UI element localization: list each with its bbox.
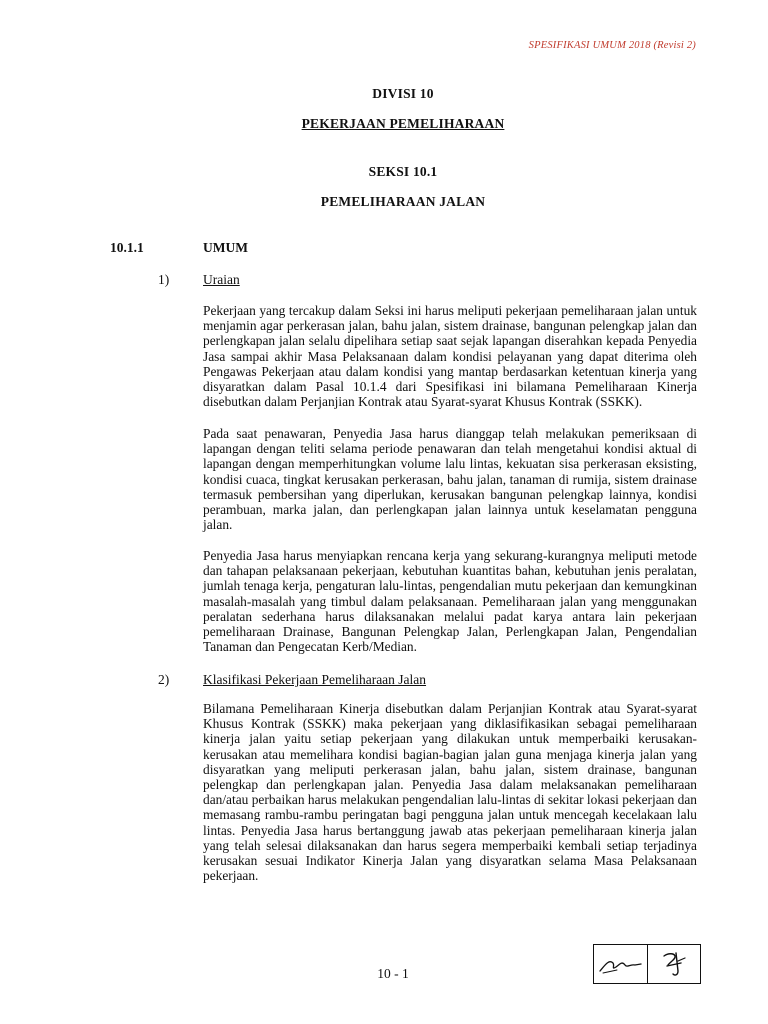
paragraph: Pekerjaan yang tercakup dalam Seksi ini harus meliputi pekerjaan pemeliharaan jalan untuk menjamin agar perkerasan jalan, bahu jalan, sistem drainase, bangunan pelengkap jalan dan perlengkapan jalan selalu dipelihara setiap saat sejak lapangan diserahkan kepada Penyedia Jasa sampai akhir Masa Pelaksanaan dalam kondisi pelayanan yang dapat diterima oleh Pengawas Pekerjaan atau dalam kondisi yang mantap berdasarkan ketentuan kinerja yang disyaratkan dalam Pasal 10.1.4 dari Spesifikasi ini bilamana Pemeliharaan Kinerja disebutkan dalam Perjanjian Kontrak atau Syarat-syarat Khusus Kontrak (SSKK). xyxy=(203,303,697,410)
initials-cell xyxy=(647,945,701,983)
division-name: PEKERJAAN PEMELIHARAAN xyxy=(301,116,505,131)
paragraph: Penyedia Jasa harus menyiapkan rencana kerja yang sekurang-kurangnya meliputi metode dan tahapan pelaksanaan pekerjaan, kebutuhan kuantitas bahan, kebutuhan jenis peralatan, jumlah tenaga kerja, pengaturan lalu-lintas, pengendalian mutu pekerjaan dan kemungkinan masalah-masalah yang timbul dalam pelaksanaan. Pemeliharaan jalan yang menggunakan peralatan sederhana harus dilaksanakan melalui padat karya antara lain pekerjaan pemeliharaan Drainase, Bangunan Pelengkap Jalan, Perlengkapan Jalan, Pengendalian Tanaman dan Pengecatan Kerb/Median. xyxy=(203,548,697,655)
signature-cell xyxy=(594,945,647,983)
subsection-number-2: 2) xyxy=(158,672,170,687)
section-title: SEKSI 10.1 xyxy=(368,164,438,179)
subsection-title-klasifikasi: Klasifikasi Pekerjaan Pemeliharaan Jalan xyxy=(203,672,427,687)
clause-title: UMUM xyxy=(203,240,248,255)
section-name: PEMELIHARAAN JALAN xyxy=(320,194,486,209)
subsection-title-uraian: Uraian xyxy=(203,272,240,287)
paragraph: Pada saat penawaran, Penyedia Jasa harus dianggap telah melakukan pemeriksaan di lapangan dengan teliti selama periode penawaran dan telah mengetahui kondisi aktual di lapangan dengan memperhitungkan volume lalu lintas, kekuatan sisa perkerasan eksisting, kondisi cuaca, tingkat kerusakan perkerasan, bahu jalan, tanaman di rumija, sistem drainase termasuk pembersihan yang diperlukan, kerusakan bangunan pelengkap lainnya, kondisi perambuan, marka jalan, dan perlengkapan jalan lainnya untuk keselamatan pengguna jalan. xyxy=(203,426,697,533)
paragraph: Bilamana Pemeliharaan Kinerja disebutkan dalam Perjanjian Kontrak atau Syarat-syarat Khusus Kontrak (SSKK) maka pekerjaan yang diklasifikasikan sebagai pemeliharaan kinerja jalan yaitu setiap pekerjaan yang dilakukan untuk memperbaiki kerusakan-kerusakan atau memelihara kondisi bagian-bagian jalan guna menjaga kinerja jalan yang disyaratkan yang meliputi perkerasan jalan, bahu jalan, sistem drainase, bangunan pelengkap dan perlengkapan jalan. Penyedia Jasa dalam melaksanakan pemeliharaan dan/atau perbaikan harus melakukan pengendalian lalu-lintas di sekitar lokasi pekerjaan dan memasang rambu-rambu peringatan bagi pengguna jalan untuk mencegah kecelakaan lalu lintas. Penyedia Jasa harus bertanggung jawab atas pekerjaan pemeliharaan kinerja jalan yang telah selesai dilaksanakan dan harus segera memperbaiki kembali setiap terjadinya kerusakan sesuai Indikator Kinerja Jalan yang disyaratkan selama Masa Pelaksanaan pekerjaan. xyxy=(203,701,697,884)
initials-mark-icon xyxy=(654,949,694,979)
page-number: 10 - 1 xyxy=(377,966,409,981)
division-title: DIVISI 10 xyxy=(372,86,434,101)
spec-header: SPESIFIKASI UMUM 2018 (Revisi 2) xyxy=(528,40,696,51)
subsection-number-1: 1) xyxy=(158,272,170,287)
initials-box xyxy=(593,944,701,984)
signature-icon xyxy=(597,951,643,977)
clause-number: 10.1.1 xyxy=(110,240,144,255)
